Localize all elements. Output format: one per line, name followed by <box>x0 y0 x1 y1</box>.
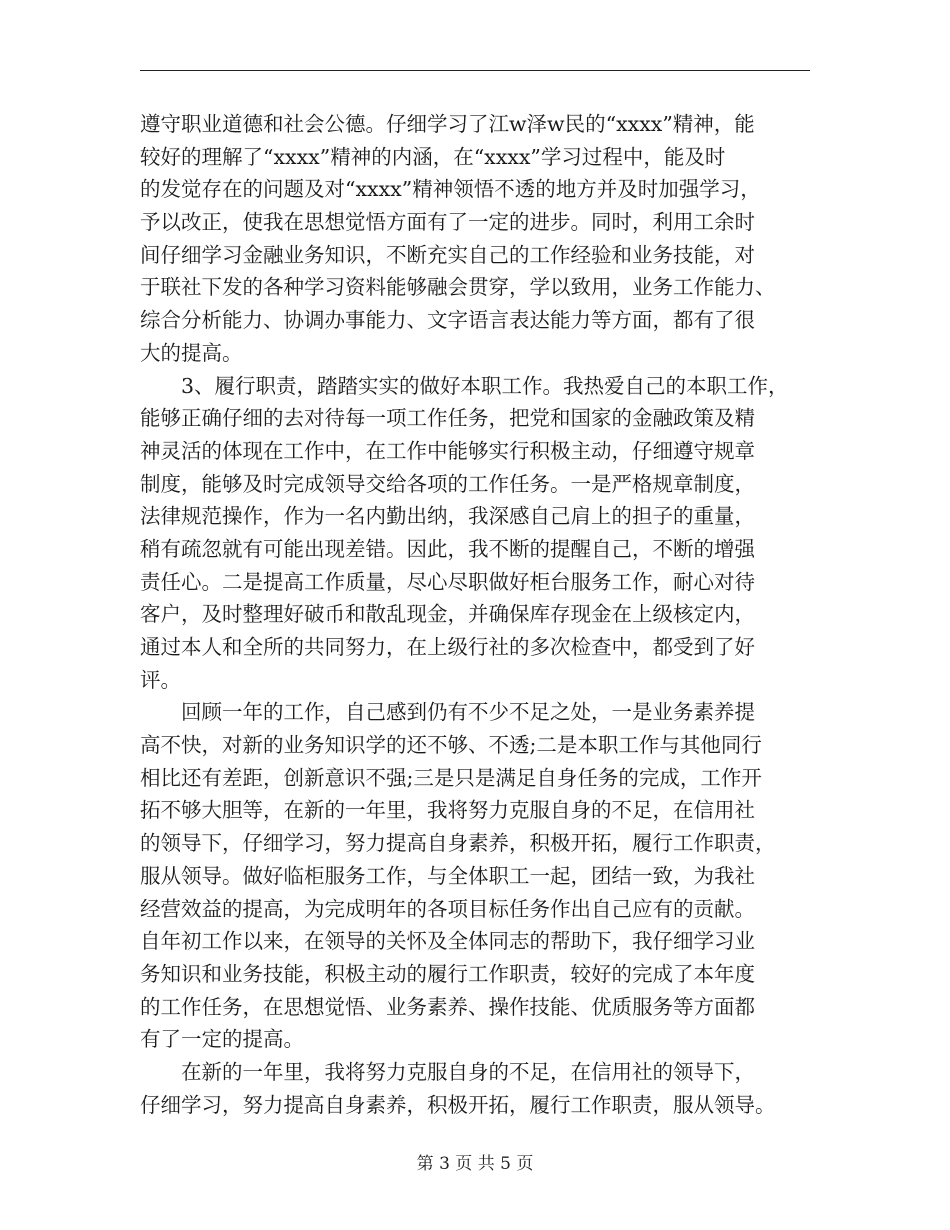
text-line: 3、履行职责，踏踏实实的做好本职工作。我热爱自己的本职工作， <box>181 373 789 398</box>
text-line: 高不快，对新的业务知识学的还不够、不透;二是本职工作与其他同行 <box>140 733 762 758</box>
text-line: 客户，及时整理好破币和散乱现金，并确保库存现金在上级核定内， <box>140 602 755 627</box>
text-line: 仔细学习，努力提高自身素养，积极开拓，履行工作职责，服从领导。 <box>140 1092 776 1117</box>
text-line: 于联社下发的各种学习资料能够融会贯穿，学以致用，业务工作能力、 <box>140 275 776 300</box>
text-line: 经营效益的提高，为完成明年的各项目标任务作出自己应有的贡献。 <box>140 896 755 921</box>
text-line: 拓不够大胆等，在新的一年里，我将努力克服自身的不足，在信用社 <box>140 798 755 823</box>
page-footer <box>0 1152 950 1176</box>
text-line: 大的提高。 <box>140 340 243 365</box>
footer-suffix: 页 <box>516 1154 534 1174</box>
text-line: 有了一定的提高。 <box>140 1027 304 1052</box>
text-line: 间仔细学习金融业务知识，不断充实自己的工作经验和业务技能，对 <box>140 242 755 267</box>
text-line: 遵守职业道德和社会公德。仔细学习了江w泽w民的“xxxx”精神，能 <box>140 112 755 136</box>
text-line: 予以改正，使我在思想觉悟方面有了一定的进步。同时，利用工余时 <box>140 210 755 235</box>
text-line: 的工作任务，在思想觉悟、业务素养、操作技能、优质服务等方面都 <box>140 994 755 1019</box>
header-rule <box>140 70 810 71</box>
footer-middle: 页 共 <box>455 1154 495 1174</box>
text-line: 评。 <box>140 667 181 692</box>
text-line: 综合分析能力、协调办事能力、文字语言表达能力等方面，都有了很 <box>140 308 755 333</box>
text-line: 责任心。二是提高工作质量，尽心尽职做好柜台服务工作，耐心对待 <box>140 569 755 594</box>
text-line: 在新的一年里，我将努力克服自身的不足，在信用社的领导下， <box>181 1059 755 1084</box>
text-line: 自年初工作以来，在领导的关怀及全体同志的帮助下，我仔细学习业 <box>140 929 755 954</box>
footer-total-pages: 5 <box>500 1154 511 1174</box>
body-text <box>140 108 810 1121</box>
text-line: 通过本人和全所的共同努力，在上级行社的多次检查中，都受到了好 <box>140 635 755 659</box>
text-line: 回顾一年的工作，自己感到仍有不少不足之处，一是业务素养提 <box>181 700 755 725</box>
text-line: 制度，能够及时完成领导交给各项的工作任务。一是严格规章制度， <box>140 471 755 496</box>
text-line: 能够正确仔细的去对待每一项工作任务，把党和国家的金融政策及精 <box>140 406 755 431</box>
text-line: 服从领导。做好临柜服务工作，与全体职工一起，团结一致，为我社 <box>140 863 755 888</box>
footer-current-page: 3 <box>439 1154 450 1174</box>
footer-prefix: 第 <box>416 1154 434 1174</box>
text-line: 较好的理解了“xxxx”精神的内涵，在“xxxx”学习过程中，能及时 <box>140 144 726 169</box>
text-line: 法律规范操作，作为一名内勤出纳，我深感自己肩上的担子的重量， <box>140 504 755 529</box>
text-line: 神灵活的体现在工作中，在工作中能够实行积极主动，仔细遵守规章 <box>140 438 755 463</box>
text-line: 务知识和业务技能，积极主动的履行工作职责，较好的完成了本年度 <box>140 961 755 986</box>
text-line: 的发觉存在的问题及对“xxxx”精神领悟不透的地方并及时加强学习， <box>140 177 761 202</box>
text-line: 的领导下，仔细学习，努力提高自身素养，积极开拓，履行工作职责， <box>140 831 776 856</box>
text-line: 相比还有差距，创新意识不强;三是只是满足自身任务的完成，工作开 <box>140 765 762 790</box>
text-line: 稍有疏忽就有可能出现差错。因此，我不断的提醒自己，不断的增强 <box>140 536 755 561</box>
